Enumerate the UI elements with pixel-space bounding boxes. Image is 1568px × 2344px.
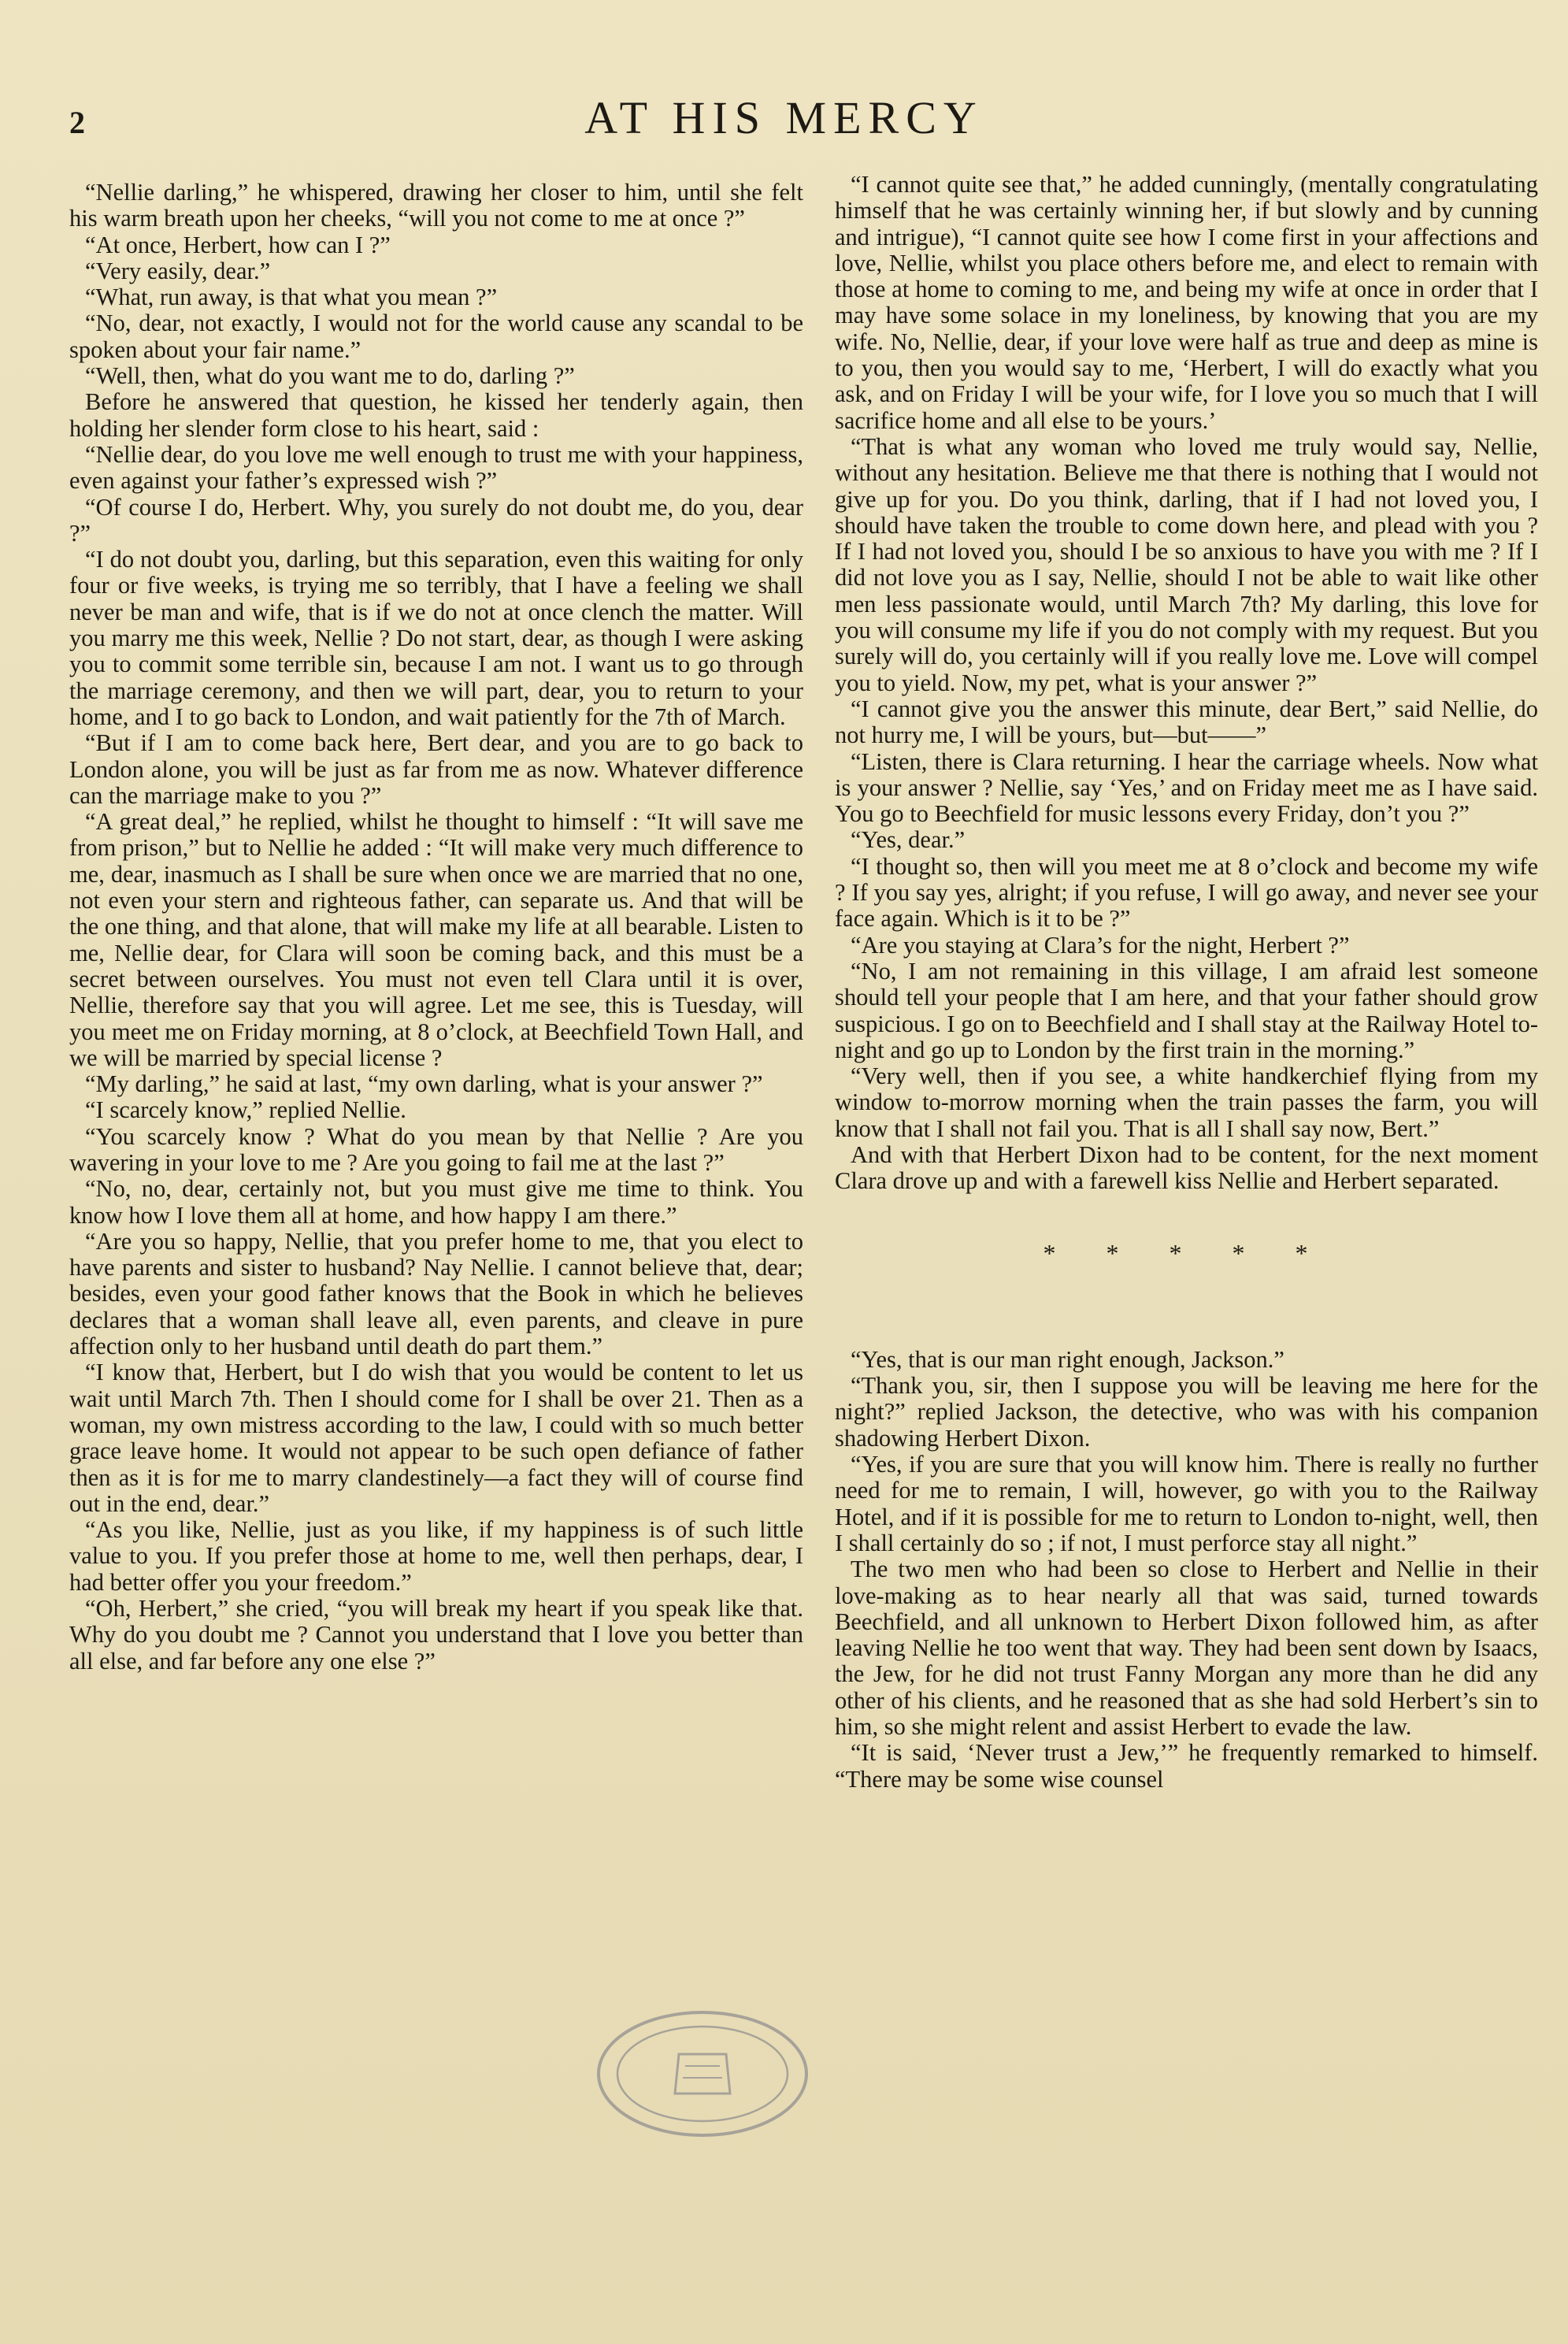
right-column bbox=[835, 172, 1538, 1793]
paragraph: “Yes, dear.” bbox=[851, 826, 966, 854]
paragraph: “Yes, that is our man right enough, Jackson.” bbox=[851, 1345, 1284, 1373]
paragraph: “I cannot quite see that,” he added cunningly, (mentally congratulating himself that he was certainly winning her, if but slowly and by cunning and intrigue), “I cannot quite see how I come first in your affections and love, Nellie, whilst you place others before me, and elect to remain with those at home to coming to me, and being my wife at once in order that I may have some solace in my loneliness, by knowing that you are my wife. No, Nellie, dear, if your love were half as true and deep as mine is to you, then you would say to me, ‘Herbert, I will do exactly what you ask, and on Friday I will be your wife, for I love you so much that I will sacrifice home and all else to be yours.’ bbox=[835, 171, 1538, 434]
paragraph: “Yes, if you are sure that you will know him. There is really no further need for me to remain, I will, however, go with you to the Railway Hotel, and if it is possible for me to return to London to-night, well, then I shall certainly do so ; if not, I must perforce stay all night.” bbox=[835, 1451, 1538, 1556]
paragraph: “I scarcely know,” replied Nellie. bbox=[85, 1096, 406, 1124]
paragraph: “You scarcely know ? What do you mean by that Nellie ? Are you wavering in your love to me ? Are you going to fail me at the last ?” bbox=[69, 1122, 803, 1176]
paragraph: “Well, then, what do you want me to do, darling ?” bbox=[85, 362, 575, 390]
stamp-outer-ring bbox=[599, 2012, 806, 2135]
paragraph: “No, I am not remaining in this village, I am afraid lest someone should tell your people that I am here, and that your father should grow suspicious. I go on to Beechfield and I shall stay at the Railway Hotel to-night and go up to London by the first train in the morning.” bbox=[835, 957, 1538, 1063]
stamp-crest bbox=[675, 2054, 730, 2094]
paragraph: “I thought so, then will you meet me at 8 o’clock and become my wife ? If you say yes, alright; if you refuse, I will go away, and never see your face again. Which is it to be ?” bbox=[835, 852, 1538, 933]
left-column bbox=[69, 180, 803, 1675]
paragraph: The two men who had been so close to Herbert and Nellie in their love-making as to hear nearly all that was said, turned towards Beechfield, and all unknown to Herbert Dixon followed him, as after leaving Nellie he too went that way. They had been sent down by Isaacs, the Jew, for he did not trust Fanny Morgan any more than he did any other of his clients, and he reasoned that as she had sold Herbert’s sin to him, so she might relent and assist Herbert to evade the law. bbox=[835, 1556, 1538, 1741]
paragraph: “No, no, dear, certainly not, but you must give me time to think. You know how I love them all at home, and how happy I am there.” bbox=[69, 1175, 803, 1229]
paragraph: “Oh, Herbert,” she cried, “you will break my heart if you speak like that. Why do you doubt me ? Cannot you understand that I love you better than all else, and far before any one else ?” bbox=[69, 1595, 803, 1675]
paragraph: “It is said, ‘Never trust a Jew,’” he frequently remarked to himself. “There may be some wise counsel bbox=[835, 1739, 1538, 1793]
paragraph: “I know that, Herbert, but I do wish that you would be content to let us wait until March 7th. Then I should come for I shall be over 21. Then as a woman, my own mistress according to the law, I could with so much better grace leave home. It would not appear to be such open defiance of father then as it is for me to marry clandestinely—a fact they will of course find out in the end, dear.” bbox=[69, 1359, 803, 1517]
paragraph: “I do not doubt you, darling, but this separation, even this waiting for only four or five weeks, is trying me so terribly, that I have a feeling we shall never be man and wife, that is if we do not at once clench the matter. Will you marry me this week, Nellie ? Do not start, dear, as though I were asking you to commit some terrible sin, because I am not. I want us to go through the marriage ceremony, and then we will part, dear, you to return to your home, and I to go back to London, and wait patiently for the 7th of March. bbox=[69, 546, 803, 730]
paragraph: “Very well, then if you see, a white handkerchief flying from my window to-morrow morning when the train passes the farm, you will know that I shall not fail you. That is all I shall say now, Bert.” bbox=[835, 1063, 1538, 1142]
section-break: * * * * * bbox=[1043, 1238, 1330, 1267]
running-title: AT HIS MERCY bbox=[584, 92, 984, 143]
paragraph: “Nellie darling,” he whispered, drawing her closer to him, until she felt his warm breath upon her cheeks, “will you not come to me at once ?” bbox=[69, 179, 803, 232]
paragraph: “What, run away, is that what you mean ?” bbox=[85, 284, 498, 311]
paragraph: “A great deal,” he replied, whilst he thought to himself : “It will save me from prison,” but to Nellie he added : “It will make very much difference to me, dear, inasmuch as I shall be sure when once we are married that no one, not even your stern and righteous father, can separate us. And that will be the one thing, and that alone, that will make my life at all bearable. Listen to me, Nellie dear, for Clara will soon be coming back, and this must be a secret between ourselves. You must not even tell Clara until it is over, Nellie, therefore say that you will agree. Let me see, this is Tuesday, will you meet me on Friday morning, at 8 o’clock, at Beechfield Town Hall, and we will be married by special license ? bbox=[69, 808, 803, 1071]
library-stamp-icon bbox=[592, 2007, 813, 2141]
paragraph: And with that Herbert Dixon had to be content, for the next moment Clara drove up and with a farewell kiss Nellie and Herbert separated. bbox=[835, 1140, 1538, 1195]
paragraph: “Of course I do, Herbert. Why, you surely do not doubt me, do you, dear ?” bbox=[69, 493, 803, 547]
paragraph: “No, dear, not exactly, I would not for the world cause any scandal to be spoken about your fair name.” bbox=[69, 310, 803, 363]
page-number: 2 bbox=[69, 105, 85, 140]
paragraph: “Very easily, dear.” bbox=[85, 257, 271, 284]
paragraph: “Are you staying at Clara’s for the night, Herbert ?” bbox=[851, 931, 1350, 959]
paragraph: “Are you so happy, Nellie, that you prefer home to me, that you elect to have parents and sister to husband? Nay Nellie. I cannot believe that, dear; besides, even your good father knows that the Book in which he believes declares that a woman shall leave all, even parents, and cleave in pure affection only to her husband until death do part them.” bbox=[69, 1227, 803, 1360]
paragraph: “Nellie dear, do you love me well enough to trust me with your happiness, even against your father’s expressed wish ?” bbox=[69, 440, 803, 495]
paragraph: “My darling,” he said at last, “my own darling, what is your answer ?” bbox=[85, 1070, 763, 1098]
paragraph: Before he answered that question, he kissed her tenderly again, then holding her slender form close to his heart, said : bbox=[69, 388, 803, 442]
paragraph: “As you like, Nellie, just as you like, if my happiness is of such little value to you. If you prefer those at home to me, well then perhaps, dear, I had better offer you your freedom.” bbox=[69, 1516, 803, 1596]
paragraph: “At once, Herbert, how can I ?” bbox=[85, 231, 391, 258]
paragraph: “Thank you, sir, then I suppose you will be leaving me here for the night?” replied Jackson, the detective, who was with his companion shadowing Herbert Dixon. bbox=[835, 1372, 1538, 1452]
paragraph: “That is what any woman who loved me truly would say, Nellie, without any hesitation. Believe me that there is nothing that I would not give up for you. Do you think, darling, that if I had not loved you, I should have taken the trouble to come down here, and plead with you ? If I had not loved you, should I be so anxious to have you with me ? If I did not love you as I say, Nellie, should I not be able to wait like other men less passionate would, until March 7th? My darling, this love for you will consume my life if you do not comply with my request. But you surely will do, you certainly will if you really love me. Love will compel you to yield. Now, my pet, what is your answer ?” bbox=[835, 432, 1538, 696]
stamp-inner-ring bbox=[617, 2027, 788, 2121]
stamp-crest-lines bbox=[683, 2066, 722, 2078]
paragraph: “I cannot give you the answer this minute, dear Bert,” said Nellie, do not hurry me, I will be yours, but—but——” bbox=[835, 695, 1538, 749]
paragraph: “Listen, there is Clara returning. I hear the carriage wheels. Now what is your answer ? Nellie, say ‘Yes,’ and on Friday meet me as I have said. You go to Beechfield for music lessons every Friday, don’t you ?” bbox=[835, 747, 1538, 828]
paragraph: “But if I am to come back here, Bert dear, and you are to go back to London alone, you will be just as far from me as now. Whatever difference can the marriage make to you ?” bbox=[69, 729, 803, 809]
